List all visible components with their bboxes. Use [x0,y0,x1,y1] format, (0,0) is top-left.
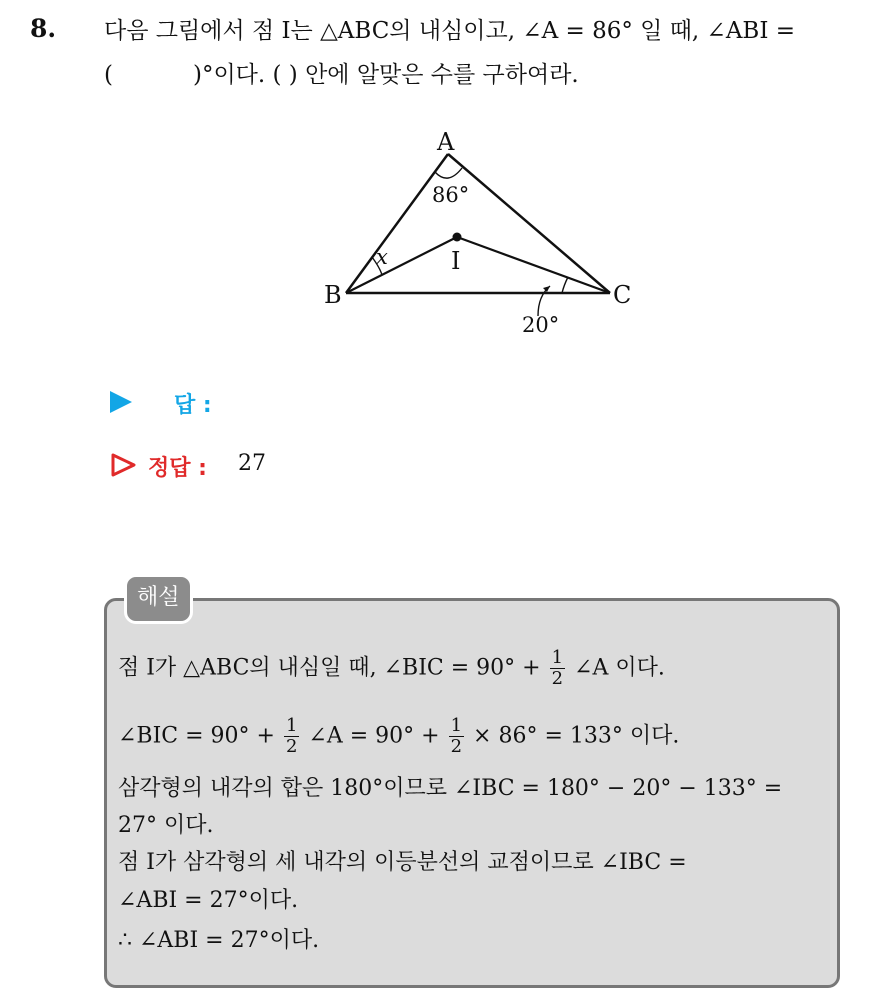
fraction-half [449,716,464,757]
correct-answer-triangle-icon [110,452,138,478]
side-AB [346,154,448,293]
explanation-line4: 27° 이다. [118,813,214,838]
angle-arc-A [435,168,462,178]
explanation-line1-text: 점 I가 △ABC의 내심일 때, ∠BIC = 90° + [118,655,541,681]
angle-arc-C [562,277,568,293]
angle-pointer-arrowhead [543,286,550,292]
correct-answer-label: 정답 : [148,456,207,481]
explanation-line2-text: ∠BIC = 90° + [118,723,275,749]
angle-label-A: 86° [432,183,470,207]
angle-pointer-C [538,286,550,316]
explanation-line5: 점 I가 삼각형의 세 내각의 이등분선의 교점이므로 ∠IBC = [118,850,687,875]
explanation-line2 [118,716,679,757]
incenter-label-I: I [451,247,461,275]
fraction-half [284,716,299,757]
question-text-line1: 다음 그림에서 점 I는 △ABC의 내심이고, ∠A = 86° 일 때, ∠ABI = [104,18,795,44]
segment-BI [346,237,457,293]
side-AC [448,154,610,293]
explanation-tag: 해설 [124,574,193,624]
vertex-label-A: A [437,128,455,156]
vertex-label-B: B [324,281,342,309]
explanation-line2-tail: × 86° = 133° 이다. [473,723,680,749]
triangle-figure [310,120,650,345]
fraction-numerator: 1 [285,715,298,736]
incenter-point [453,233,462,242]
vertex-label-C: C [613,281,632,309]
fraction-numerator: 1 [450,715,463,736]
fraction-denominator: 2 [450,736,463,757]
blank-open-paren: ( [104,62,113,88]
answer-label: 답 : [174,393,212,418]
explanation-line7: ∴ ∠ABI = 27°이다. [118,928,320,953]
fraction-numerator: 1 [551,647,564,668]
correct-answer-value: 27 [238,451,266,476]
question-text-line2-rest: )°이다. ( ) 안에 알맞은 수를 구하여라. [192,62,579,88]
explanation-line3: 삼각형의 내각의 합은 180°이므로 ∠IBC = 180° − 20° − 133° = [118,776,783,801]
question-text-line2 [104,60,579,90]
explanation-line1 [118,648,665,689]
angle-label-x: x [376,245,388,269]
angle-label-C: 20° [522,313,560,337]
explanation-line2-mid: ∠A = 90° + [308,723,440,749]
fraction-half [550,648,565,689]
answer-triangle-icon [110,391,132,413]
question-number: 8. [30,14,57,43]
fraction-denominator: 2 [551,668,564,689]
segment-CI [457,237,610,293]
fraction-denominator: 2 [285,736,298,757]
explanation-line1-tail: ∠A 이다. [574,655,665,681]
explanation-line6: ∠ABI = 27°이다. [118,888,299,913]
